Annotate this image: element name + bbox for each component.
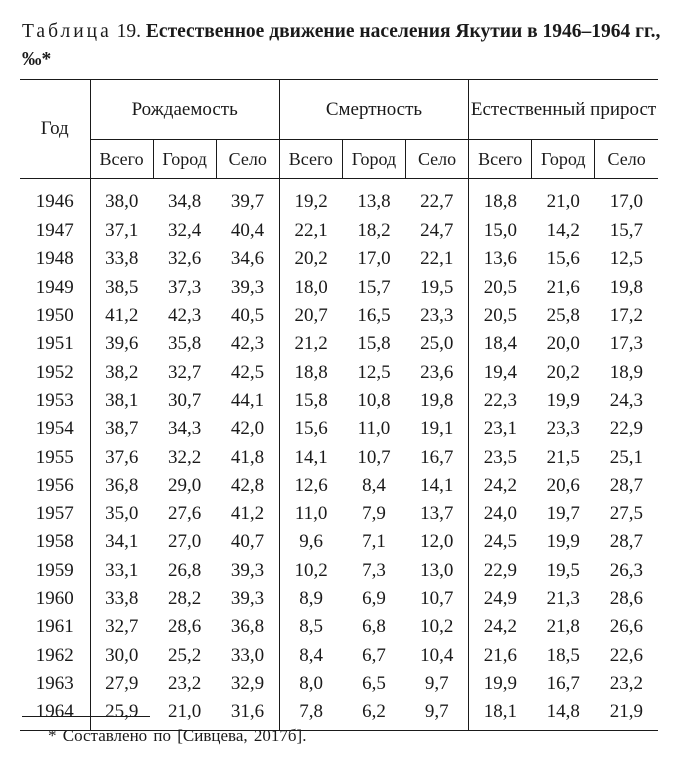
table-row [20, 557, 658, 585]
value-cell: 39,3 [230, 276, 265, 298]
table-row [20, 330, 658, 358]
table-row [20, 387, 658, 415]
value-cell: 44,1 [230, 389, 265, 411]
year-cell: 1961 [35, 616, 74, 638]
value-cell: 40,5 [230, 305, 265, 327]
value-cell: 12,5 [357, 361, 391, 383]
value-cell: 17,3 [609, 333, 644, 355]
value-cell: 21,0 [153, 698, 216, 731]
subheader-cell: Село [406, 140, 469, 179]
value-cell: 22,9 [469, 557, 532, 585]
value-cell: 18,4 [469, 330, 532, 358]
value-cell: 42,8 [230, 474, 265, 496]
value-cell: 8,0 [279, 670, 342, 698]
value-cell: 9,7 [424, 672, 449, 694]
value-cell: 7,8 [279, 698, 342, 731]
value-cell: 24,9 [469, 585, 532, 613]
value-cell: 27,5 [609, 503, 644, 525]
value-cell: 40,7 [230, 531, 265, 553]
year-cell: 1957 [35, 503, 74, 525]
value-cell: 32,4 [168, 220, 202, 242]
value-cell: 23,6 [420, 361, 454, 383]
table-row [20, 179, 658, 218]
value-cell: 16,7 [546, 672, 580, 694]
value-cell: 11,0 [279, 500, 342, 528]
value-cell: 20,2 [279, 245, 342, 273]
value-cell: 18,2 [357, 220, 391, 242]
value-cell: 19,5 [546, 559, 580, 581]
value-cell: 28,2 [168, 588, 202, 609]
value-cell: 38,5 [90, 274, 153, 302]
value-cell: 18,8 [279, 358, 342, 386]
value-cell: 20,2 [546, 361, 580, 383]
table-row [20, 443, 658, 471]
value-cell: 34,3 [168, 418, 202, 440]
table-row [20, 528, 658, 556]
value-cell: 13,7 [420, 503, 454, 525]
value-cell: 28,6 [609, 588, 644, 609]
table-row [20, 641, 658, 669]
value-cell: 16,5 [357, 305, 391, 327]
footnote-rule [22, 716, 150, 717]
value-cell: 14,8 [532, 698, 595, 731]
group-header-natural-growth: Естественный прирост [469, 80, 658, 140]
value-cell: 42,0 [230, 418, 265, 440]
value-cell: 7,1 [362, 531, 386, 553]
value-cell: 9,7 [406, 698, 469, 731]
value-cell: 42,5 [230, 361, 265, 383]
value-cell: 13,6 [469, 245, 532, 273]
value-cell: 18,5 [546, 644, 580, 666]
value-cell: 19,9 [469, 670, 532, 698]
value-cell: 24,7 [420, 220, 454, 242]
value-cell: 19,9 [546, 389, 580, 411]
group-header-deaths: Смертность [279, 80, 468, 140]
value-cell: 27,9 [90, 670, 153, 698]
value-cell: 10,8 [357, 389, 391, 411]
value-cell: 19,4 [469, 358, 532, 386]
value-cell: 30,7 [168, 389, 202, 411]
value-cell: 8,5 [279, 613, 342, 641]
value-cell: 21,2 [279, 330, 342, 358]
value-cell: 20,5 [469, 274, 532, 302]
value-cell: 38,7 [90, 415, 153, 443]
value-cell: 35,0 [90, 500, 153, 528]
value-cell: 15,8 [357, 333, 391, 355]
value-cell: 19,2 [279, 179, 342, 218]
value-cell: 25,2 [168, 644, 202, 666]
value-cell: 19,8 [420, 389, 454, 411]
subheader-cell: Город [342, 140, 405, 179]
year-cell: 1962 [35, 644, 74, 666]
value-cell: 13,8 [357, 191, 391, 212]
value-cell: 39,7 [230, 191, 265, 212]
value-cell: 21,6 [469, 641, 532, 669]
value-cell: 10,4 [420, 644, 454, 666]
year-cell: 1954 [35, 418, 74, 440]
table-row [20, 274, 658, 302]
year-cell: 1948 [35, 248, 74, 270]
table-row [20, 500, 658, 528]
value-cell: 20,0 [546, 333, 580, 355]
value-cell: 28,7 [609, 531, 644, 553]
table-caption [22, 18, 682, 74]
caption-label: Таблица [22, 21, 112, 42]
table-row [20, 415, 658, 443]
value-cell: 15,8 [279, 387, 342, 415]
year-cell: 1953 [35, 389, 74, 411]
year-cell: 1952 [35, 361, 74, 383]
value-cell: 39,3 [230, 559, 265, 581]
value-cell: 38,2 [90, 358, 153, 386]
value-cell: 19,1 [420, 418, 454, 440]
value-cell: 25,0 [420, 333, 454, 355]
value-cell: 14,1 [420, 474, 454, 496]
value-cell: 32,7 [90, 613, 153, 641]
value-cell: 7,3 [362, 559, 386, 581]
value-cell: 25,1 [609, 446, 644, 468]
value-cell: 21,8 [546, 616, 580, 638]
value-cell: 26,8 [168, 559, 202, 581]
value-cell: 37,6 [90, 443, 153, 471]
value-cell: 21,0 [546, 191, 580, 212]
year-cell: 1949 [35, 276, 74, 298]
value-cell: 28,7 [609, 474, 644, 496]
value-cell: 37,1 [90, 217, 153, 245]
value-cell: 24,2 [469, 472, 532, 500]
value-cell: 17,0 [357, 248, 391, 270]
value-cell: 27,0 [168, 531, 202, 553]
value-cell: 34,8 [168, 191, 202, 212]
value-cell: 33,0 [230, 644, 265, 666]
value-cell: 18,9 [609, 361, 644, 383]
value-cell: 6,7 [362, 644, 386, 666]
value-cell: 33,8 [90, 585, 153, 613]
value-cell: 37,3 [168, 276, 202, 298]
value-cell: 23,3 [420, 305, 454, 327]
value-cell: 18,0 [279, 274, 342, 302]
value-cell: 9,6 [279, 528, 342, 556]
value-cell: 15,6 [279, 415, 342, 443]
value-cell: 39,6 [90, 330, 153, 358]
value-cell: 16,7 [420, 446, 454, 468]
subheader-cell: Всего [279, 140, 342, 179]
value-cell: 23,2 [609, 672, 644, 694]
caption-title: Естественное движение населения Якутии в 1946–1964 гг., [145, 21, 661, 42]
value-cell: 14,1 [279, 443, 342, 471]
value-cell: 40,4 [230, 220, 265, 242]
value-cell: 42,3 [168, 305, 202, 327]
value-cell: 19,8 [609, 276, 644, 298]
value-cell: 23,2 [168, 672, 202, 694]
value-cell: 26,3 [609, 559, 644, 581]
value-cell: 22,1 [420, 248, 454, 270]
value-cell: 22,7 [420, 191, 454, 212]
value-cell: 34,6 [230, 248, 265, 270]
value-cell: 10,2 [420, 616, 454, 638]
value-cell: 23,3 [546, 418, 580, 440]
value-cell: 34,1 [90, 528, 153, 556]
value-cell: 20,6 [546, 474, 580, 496]
value-cell: 24,5 [469, 528, 532, 556]
value-cell: 8,4 [279, 641, 342, 669]
population-table [20, 79, 658, 731]
subheader-cell: Город [532, 140, 595, 179]
year-cell: 1960 [35, 588, 74, 609]
caption-number: 19. [116, 21, 142, 42]
table-row [20, 670, 658, 698]
value-cell: 27,6 [168, 503, 202, 525]
value-cell: 6,9 [362, 588, 386, 609]
value-cell: 21,9 [595, 698, 658, 731]
value-cell: 32,7 [168, 361, 202, 383]
value-cell: 41,8 [230, 446, 265, 468]
value-cell: 25,8 [546, 305, 580, 327]
value-cell: 12,5 [609, 248, 644, 270]
value-cell: 38,0 [90, 179, 153, 218]
group-header-births: Рождаемость [90, 80, 279, 140]
value-cell: 17,0 [609, 191, 644, 212]
year-cell: 1964 [20, 698, 90, 731]
subheader-cell: Всего [469, 140, 532, 179]
value-cell: 42,3 [230, 333, 265, 355]
value-cell: 36,8 [230, 616, 265, 638]
value-cell: 10,7 [357, 446, 391, 468]
value-cell: 15,0 [469, 217, 532, 245]
value-cell: 20,7 [279, 302, 342, 330]
value-cell: 6,5 [362, 672, 386, 694]
year-cell: 1959 [35, 559, 74, 581]
table-row [20, 245, 658, 273]
value-cell: 41,2 [90, 302, 153, 330]
value-cell: 15,6 [546, 248, 580, 270]
value-cell: 41,2 [230, 503, 265, 525]
table-row [20, 217, 658, 245]
table-row [20, 585, 658, 613]
value-cell: 15,7 [357, 276, 391, 298]
value-cell: 23,1 [469, 415, 532, 443]
value-cell: 32,6 [168, 248, 202, 270]
value-cell: 19,5 [420, 276, 454, 298]
value-cell: 32,2 [168, 446, 202, 468]
value-cell: 17,2 [609, 305, 644, 327]
value-cell: 30,0 [90, 641, 153, 669]
value-cell: 13,0 [420, 559, 454, 581]
value-cell: 12,0 [420, 531, 454, 553]
value-cell: 22,9 [609, 418, 644, 440]
subheader-cell: Всего [90, 140, 153, 179]
value-cell: 8,9 [279, 585, 342, 613]
year-cell: 1946 [35, 191, 74, 212]
value-cell: 24,3 [609, 389, 644, 411]
table-row [20, 358, 658, 386]
value-cell: 35,8 [168, 333, 202, 355]
year-cell: 1951 [35, 333, 74, 355]
value-cell: 6,8 [362, 616, 386, 638]
subheader-cell: Село [595, 140, 658, 179]
value-cell: 31,6 [216, 698, 279, 731]
year-cell: 1950 [35, 305, 74, 327]
value-cell: 32,9 [230, 672, 265, 694]
value-cell: 39,3 [230, 588, 265, 609]
value-cell: 29,0 [168, 474, 202, 496]
table-row [20, 472, 658, 500]
value-cell: 38,1 [90, 387, 153, 415]
year-cell: 1947 [35, 220, 74, 242]
value-cell: 6,2 [342, 698, 405, 731]
value-cell: 21,5 [546, 446, 580, 468]
year-cell: 1963 [35, 672, 74, 694]
caption-unit: ‰* [22, 49, 52, 70]
footnote: * Составлено по [Сивцева, 2017б]. [48, 726, 307, 745]
value-cell: 15,7 [609, 220, 644, 242]
year-cell: 1955 [35, 446, 74, 468]
table-row [20, 613, 658, 641]
value-cell: 8,4 [362, 474, 386, 496]
value-cell: 22,1 [279, 217, 342, 245]
value-cell: 36,8 [90, 472, 153, 500]
subheader-cell: Город [153, 140, 216, 179]
value-cell: 23,5 [469, 443, 532, 471]
year-cell: 1956 [35, 474, 74, 496]
value-cell: 19,7 [546, 503, 580, 525]
value-cell: 11,0 [357, 418, 391, 440]
value-cell: 12,6 [279, 472, 342, 500]
year-cell: 1958 [35, 531, 74, 553]
value-cell: 33,8 [90, 245, 153, 273]
value-cell: 10,7 [420, 588, 454, 609]
value-cell: 21,6 [546, 276, 580, 298]
subheader-cell: Село [216, 140, 279, 179]
value-cell: 24,0 [469, 500, 532, 528]
value-cell: 21,3 [546, 588, 580, 609]
value-cell: 22,3 [469, 387, 532, 415]
value-cell: 24,2 [469, 613, 532, 641]
value-cell: 7,9 [362, 503, 386, 525]
value-cell: 14,2 [546, 220, 580, 242]
value-cell: 10,2 [279, 557, 342, 585]
year-header: Год [20, 80, 90, 179]
value-cell: 26,6 [609, 616, 644, 638]
table-row [20, 302, 658, 330]
value-cell: 20,5 [469, 302, 532, 330]
value-cell: 18,1 [469, 698, 532, 731]
value-cell: 28,6 [168, 616, 202, 638]
value-cell: 33,1 [90, 557, 153, 585]
value-cell: 19,9 [546, 531, 580, 553]
value-cell: 22,6 [609, 644, 644, 666]
value-cell: 25,9 [90, 698, 153, 731]
value-cell: 18,8 [469, 179, 532, 218]
